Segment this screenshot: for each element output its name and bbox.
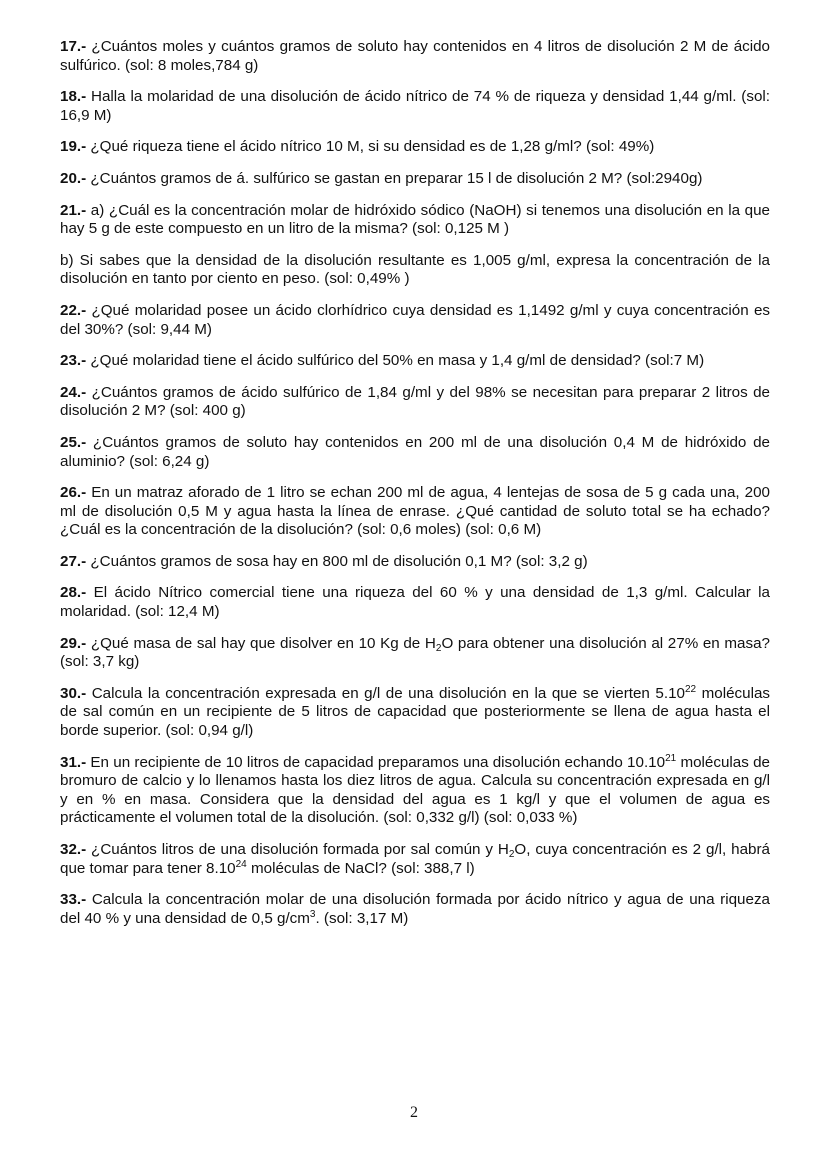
problem-number: 32.- [60,841,87,858]
problem-20 [60,170,770,189]
problem-number: 23.- [60,352,87,370]
problem-text-cont: O, cuya concentración es 2 g/l, habrá que tomar para tener 8.10 [60,841,770,877]
problem-list [60,38,770,941]
problem-text: En un matraz aforado de 1 litro se echan 200 ml de agua, 4 lentejas de sosa de 5 g cada una, 200 ml de disolución 0,5 M y agua hasta la línea de enrase. ¿Qué cantidad de soluto total se ha echado? ¿Cuál es la concentración de la disolución? (sol: 0,6 moles) (sol: 0,6 M) [60,484,770,539]
problem-text: Calcula la concentración molar de una disolución formada por ácido nítrico y agua de una riqueza del 40 % y una densidad de 0,5 g/cm [60,891,770,927]
problem-text-cont-2: moléculas de NaCl? (sol: 388,7 l) [246,859,475,877]
problem-number: 17.- [60,38,87,55]
problem-22 [60,302,770,339]
problem-number: 29.- [60,634,87,652]
problem-text: ¿Cuántos gramos de sosa hay en 800 ml de disolución 0,1 M? (sol: 3,2 g) [86,552,588,570]
problem-text: a) ¿Cuál es la concentración molar de hidróxido sódico (NaOH) si tenemos una disolución en la que hay 5 g de este compuesto en un litro de la misma? (sol: 0,125 M ) [60,201,770,238]
problem-number: 25.- [60,433,87,451]
problem-text: ¿Cuántos gramos de ácido sulfúrico de 1,84 g/ml y del 98% se necesitan para preparar 2 litros de disolución 2 M? (sol: 400 g) [60,383,770,420]
problem-21a [60,202,770,239]
problem-text: Halla la molaridad de una disolución de ácido nítrico de 74 % de riqueza y densidad 1,44 g/ml. (sol: 16,9 M) [60,88,770,124]
subscript: 2 [508,849,515,860]
problem-19 [60,138,770,157]
problem-number: 28.- [60,584,87,602]
problem-number: 26.- [60,484,87,502]
problem-number: 20.- [60,169,87,187]
exponent: 3 [309,908,316,920]
problem-text: ¿Cuántos litros de una disolución formada por sal común y H [86,841,509,858]
problem-33 [60,891,770,928]
problem-text-cont: . (sol: 3,17 M) [315,909,409,927]
problem-24 [60,384,770,421]
problem-26 [60,484,770,540]
problem-21b [60,252,770,289]
problem-text: b) Si sabes que la densidad de la disolución resultante es 1,005 g/ml, expresa la concentración de la disolución en tanto por ciento en peso. (sol: 0,49% ) [60,251,770,288]
problem-number: 18.- [60,88,87,106]
problem-text-cont: O para obtener una disolución al 27% en masa? (sol: 3,7 kg) [60,634,770,671]
problem-text: El ácido Nítrico comercial tiene una riqueza del 60 % y una densidad de 1,3 g/ml. Calcular la molaridad. (sol: 12,4 M) [60,584,770,621]
problem-29 [60,635,770,672]
problem-number: 27.- [60,552,87,570]
problem-text: ¿Qué masa de sal hay que disolver en 10 Kg de H [86,634,436,652]
problem-text-cont: moléculas de sal común en un recipiente de 5 litros de capacidad que posteriormente se llena de agua hasta el borde superior. (sol: 0,94 g/l) [60,684,770,740]
problem-28 [60,584,770,621]
problem-27 [60,553,770,572]
problem-number: 22.- [60,301,87,319]
problem-text: ¿Cuántos gramos de á. sulfúrico se gastan en preparar 15 l de disolución 2 M? (sol:2940g) [86,169,703,187]
problem-number: 24.- [60,383,87,401]
exponent: 22 [684,683,697,695]
problem-text: ¿Cuántos gramos de soluto hay contenidos en 200 ml de una disolución 0,4 M de hidróxido de aluminio? (sol: 6,24 g) [60,433,770,470]
problem-17 [60,38,770,75]
problem-text: En un recipiente de 10 litros de capacidad preparamos una disolución echando 10.10 [86,753,666,771]
problem-text: ¿Qué molaridad tiene el ácido sulfúrico del 50% en masa y 1,4 g/ml de densidad? (sol:7 M) [86,352,705,370]
problem-30 [60,685,770,741]
problem-number: 21.- [60,201,87,219]
subscript: 2 [435,642,442,654]
problem-number: 19.- [60,138,87,156]
problem-number: 33.- [60,891,87,909]
problem-text: ¿Qué riqueza tiene el ácido nítrico 10 M, si su densidad es de 1,28 g/ml? (sol: 49%) [86,138,655,156]
problem-number: 31.- [60,753,87,771]
problem-text: ¿Qué molaridad posee un ácido clorhídrico cuya densidad es 1,1492 g/ml y cuya concentración es del 30%? (sol: 9,44 M) [60,301,770,338]
problem-text-cont: moléculas de bromuro de calcio y lo llenamos hasta los diez litros de agua. Calcula su concentración expresada en g/l y en % en masa. Considera que la densidad del agua es 1 kg/l y que el volumen de agua es prácticamente el volumen total de la disolución. (sol: 0,332 g/l) (sol: 0,033 %) [60,753,770,827]
problem-31 [60,754,770,828]
exponent: 21 [665,752,677,764]
problem-number: 30.- [60,684,87,702]
problem-text: ¿Cuántos moles y cuántos gramos de soluto hay contenidos en 4 litros de disolución 2 M de ácido sulfúrico. (sol: 8 moles,784 g) [60,38,770,74]
problem-23 [60,352,770,371]
exponent: 24 [235,858,247,870]
problem-18 [60,88,770,125]
problem-25 [60,434,770,471]
page-number: 2 [410,1104,418,1121]
problem-32 [60,841,770,878]
problem-text: Calcula la concentración expresada en g/l de una disolución en la que se vierten 5.10 [86,684,685,702]
